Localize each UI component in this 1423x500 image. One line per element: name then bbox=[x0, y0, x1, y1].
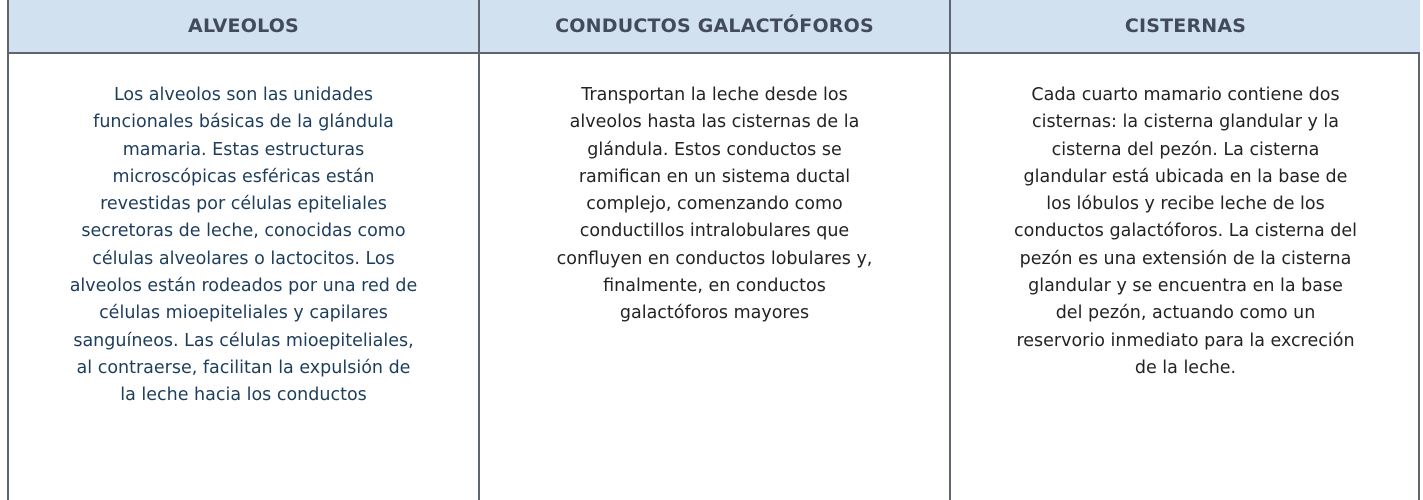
comparison-table bbox=[7, 0, 1420, 500]
alveolos-description: Los alveolos son las unidades funcionales básicas de la glándula mamaria. Estas estructuras microscópicas esféricas están revestidas por células epiteliales secretoras de leche, conocidas como células alveolares o lactocitos. Los alveolos están rodeados por una red de células mioepiteliales y capilares sanguíneos. Las células mioepiteliales, al contraerse, facilitan la expulsión de la leche hacia los conductos bbox=[69, 85, 418, 406]
cell-alveolos bbox=[9, 54, 478, 500]
header-cisternas: CISTERNAS bbox=[951, 0, 1420, 52]
conductos-description: Transportan la leche desde los alveolos hasta las cisternas de la glándula. Estos conductos se ramifican en un sistema ductal complejo, comenzando como conductillos intralobulares que confluyen en conductos lobulares y, finalmente, en conductos galactóforos mayores bbox=[556, 85, 873, 324]
cell-cisternas bbox=[951, 54, 1420, 500]
cisternas-description: Cada cuarto mamario contiene dos cisternas: la cisterna glandular y la cisterna del pezón. La cisterna glandular está ubicada en la base de los lóbulos y recibe leche de los conductos galactóforos. La cisterna del pezón es una extensión de la cisterna glandular y se encuentra en la base del pezón, actuando como un reservorio inmediato para la excreción de la leche. bbox=[1014, 85, 1357, 378]
header-conductos-galactoforos: CONDUCTOS GALACTÓFOROS bbox=[480, 0, 949, 52]
header-alveolos: ALVEOLOS bbox=[9, 0, 478, 52]
cell-conductos-galactoforos bbox=[480, 54, 949, 500]
